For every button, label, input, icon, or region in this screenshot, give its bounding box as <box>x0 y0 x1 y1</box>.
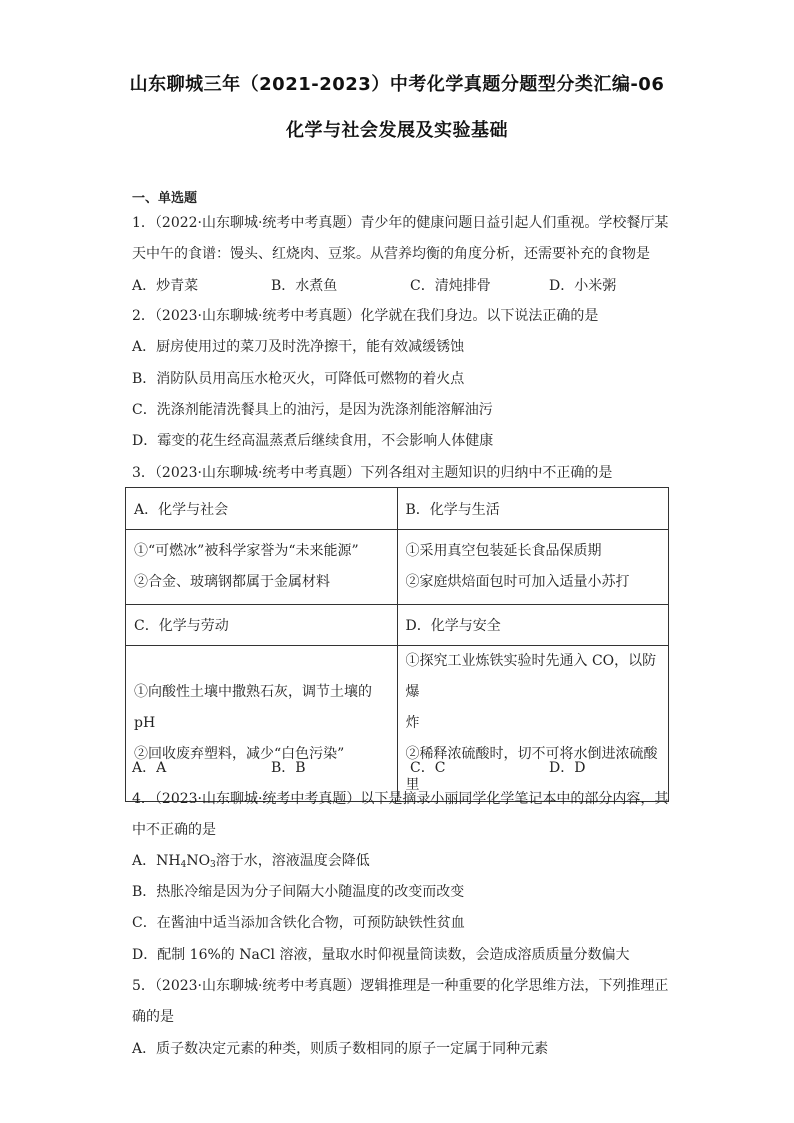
q4-option-a-subscript-1: 4 <box>180 860 187 870</box>
q4-option-a-suffix: 溶于水，溶液温度会降低 <box>215 853 370 869</box>
q3-knowledge-table <box>125 487 669 802</box>
q4-option-d: D．配制 16%的 NaCl 溶液，量取水时仰视量筒读数，会造成溶质质量分数偏大 <box>132 947 630 963</box>
table-cell-d-body <box>397 646 669 802</box>
q1-option-d: D．小米粥 <box>549 278 617 294</box>
table-a-item-2: ②合金、玻璃钢都属于金属材料 <box>134 574 330 590</box>
table-c-item-1b: pH <box>134 715 156 731</box>
table-cell-a-heading: A．化学与社会 <box>126 488 398 530</box>
q2-option-a: A．厨房使用过的菜刀及时洗净擦干，能有效减缓锈蚀 <box>132 339 465 355</box>
document-title-line-2: 化学与社会发展及实验基础 <box>286 120 508 141</box>
q5-stem-line-1: 5．（2023·山东聊城·统考中考真题）逻辑推理是一种重要的化学思维方法，下列推理正 <box>132 978 669 994</box>
table-d-item-1b: 炸 <box>405 715 420 731</box>
table-cell-d-heading: D．化学与安全 <box>397 605 669 646</box>
q4-stem-line-1: 4．（2023·山东聊城·统考中考真题）以下是摘录小丽同学化学笔记本中的部分内容，其 <box>132 791 669 807</box>
q4-option-a <box>132 850 370 870</box>
q3-option-d: D．D <box>549 760 586 776</box>
q4-option-c: C．在酱油中适当添加含铁化合物，可预防缺铁性贫血 <box>132 915 465 931</box>
q1-option-b: B．水煮鱼 <box>271 278 338 294</box>
table-cell-a-body <box>126 530 398 605</box>
table-d-item-2: ②稀释浓硫酸时，切不可将水倒进浓硫酸里 <box>405 746 658 793</box>
q1-stem-line-2: 天中午的食谱：馒头、红烧肉、豆浆。从营养均衡的角度分析，还需要补充的食物是 <box>132 246 650 262</box>
table-cell-b-heading: B．化学与生活 <box>397 488 669 530</box>
q4-option-b: B．热胀冷缩是因为分子间隔大小随温度的改变而改变 <box>132 884 465 900</box>
q1-stem-line-1: 1．（2022·山东聊城·统考中考真题）青少年的健康问题日益引起人们重视。学校餐厅某 <box>132 215 669 231</box>
q2-stem: 2．（2023·山东聊城·统考中考真题）化学就在我们身边。以下说法正确的是 <box>132 308 599 324</box>
q2-option-b: B．消防队员用高压水枪灭火，可降低可燃物的着火点 <box>132 371 465 387</box>
q5-stem-line-2: 确的是 <box>132 1009 174 1025</box>
table-cell-b-body <box>397 530 669 605</box>
q4-option-a-mid: NO <box>186 853 211 869</box>
q3-option-c: C．C <box>410 760 446 776</box>
q1-option-c: C．清炖排骨 <box>410 278 491 294</box>
q3-stem: 3．（2023·山东聊城·统考中考真题）下列各组对主题知识的归纳中不正确的是 <box>132 465 613 481</box>
table-b-item-2: ②家庭烘焙面包时可加入适量小苏打 <box>405 574 630 590</box>
table-c-item-2: ②回收废弃塑料，减少“白色污染” <box>134 746 345 762</box>
q2-option-d: D．霉变的花生经高温蒸煮后继续食用，不会影响人体健康 <box>132 433 494 449</box>
table-c-item-1a: ①向酸性土壤中撒熟石灰，调节土壤的 <box>134 684 372 700</box>
q1-option-a: A．炒青菜 <box>132 278 199 294</box>
table-d-item-1a: ①探究工业炼铁实验时先通入 CO，以防爆 <box>405 653 657 700</box>
q3-option-b: B．B <box>271 760 306 776</box>
q3-option-a: A．A <box>132 760 167 776</box>
q2-option-c: C．洗涤剂能清洗餐具上的油污，是因为洗涤剂能溶解油污 <box>132 402 493 418</box>
q4-option-a-subscript-2: 3 <box>210 860 216 870</box>
document-title-line-1: 山东聊城三年（2021-2023）中考化学真题分题型分类汇编-06 <box>129 74 665 95</box>
q4-stem-line-2: 中不正确的是 <box>132 822 216 838</box>
table-cell-c-heading: C．化学与劳动 <box>126 605 398 646</box>
q5-option-a: A．质子数决定元素的种类，则质子数相同的原子一定属于同种元素 <box>132 1041 549 1057</box>
section-heading: 一、单选题 <box>132 191 198 206</box>
table-cell-c-body <box>126 646 398 802</box>
table-a-item-1: ①“可燃冰”被科学家誉为“未来能源” <box>134 543 359 559</box>
q4-option-a-prefix: A．NH <box>132 853 181 869</box>
table-b-item-1: ①采用真空包装延长食品保质期 <box>405 543 602 559</box>
